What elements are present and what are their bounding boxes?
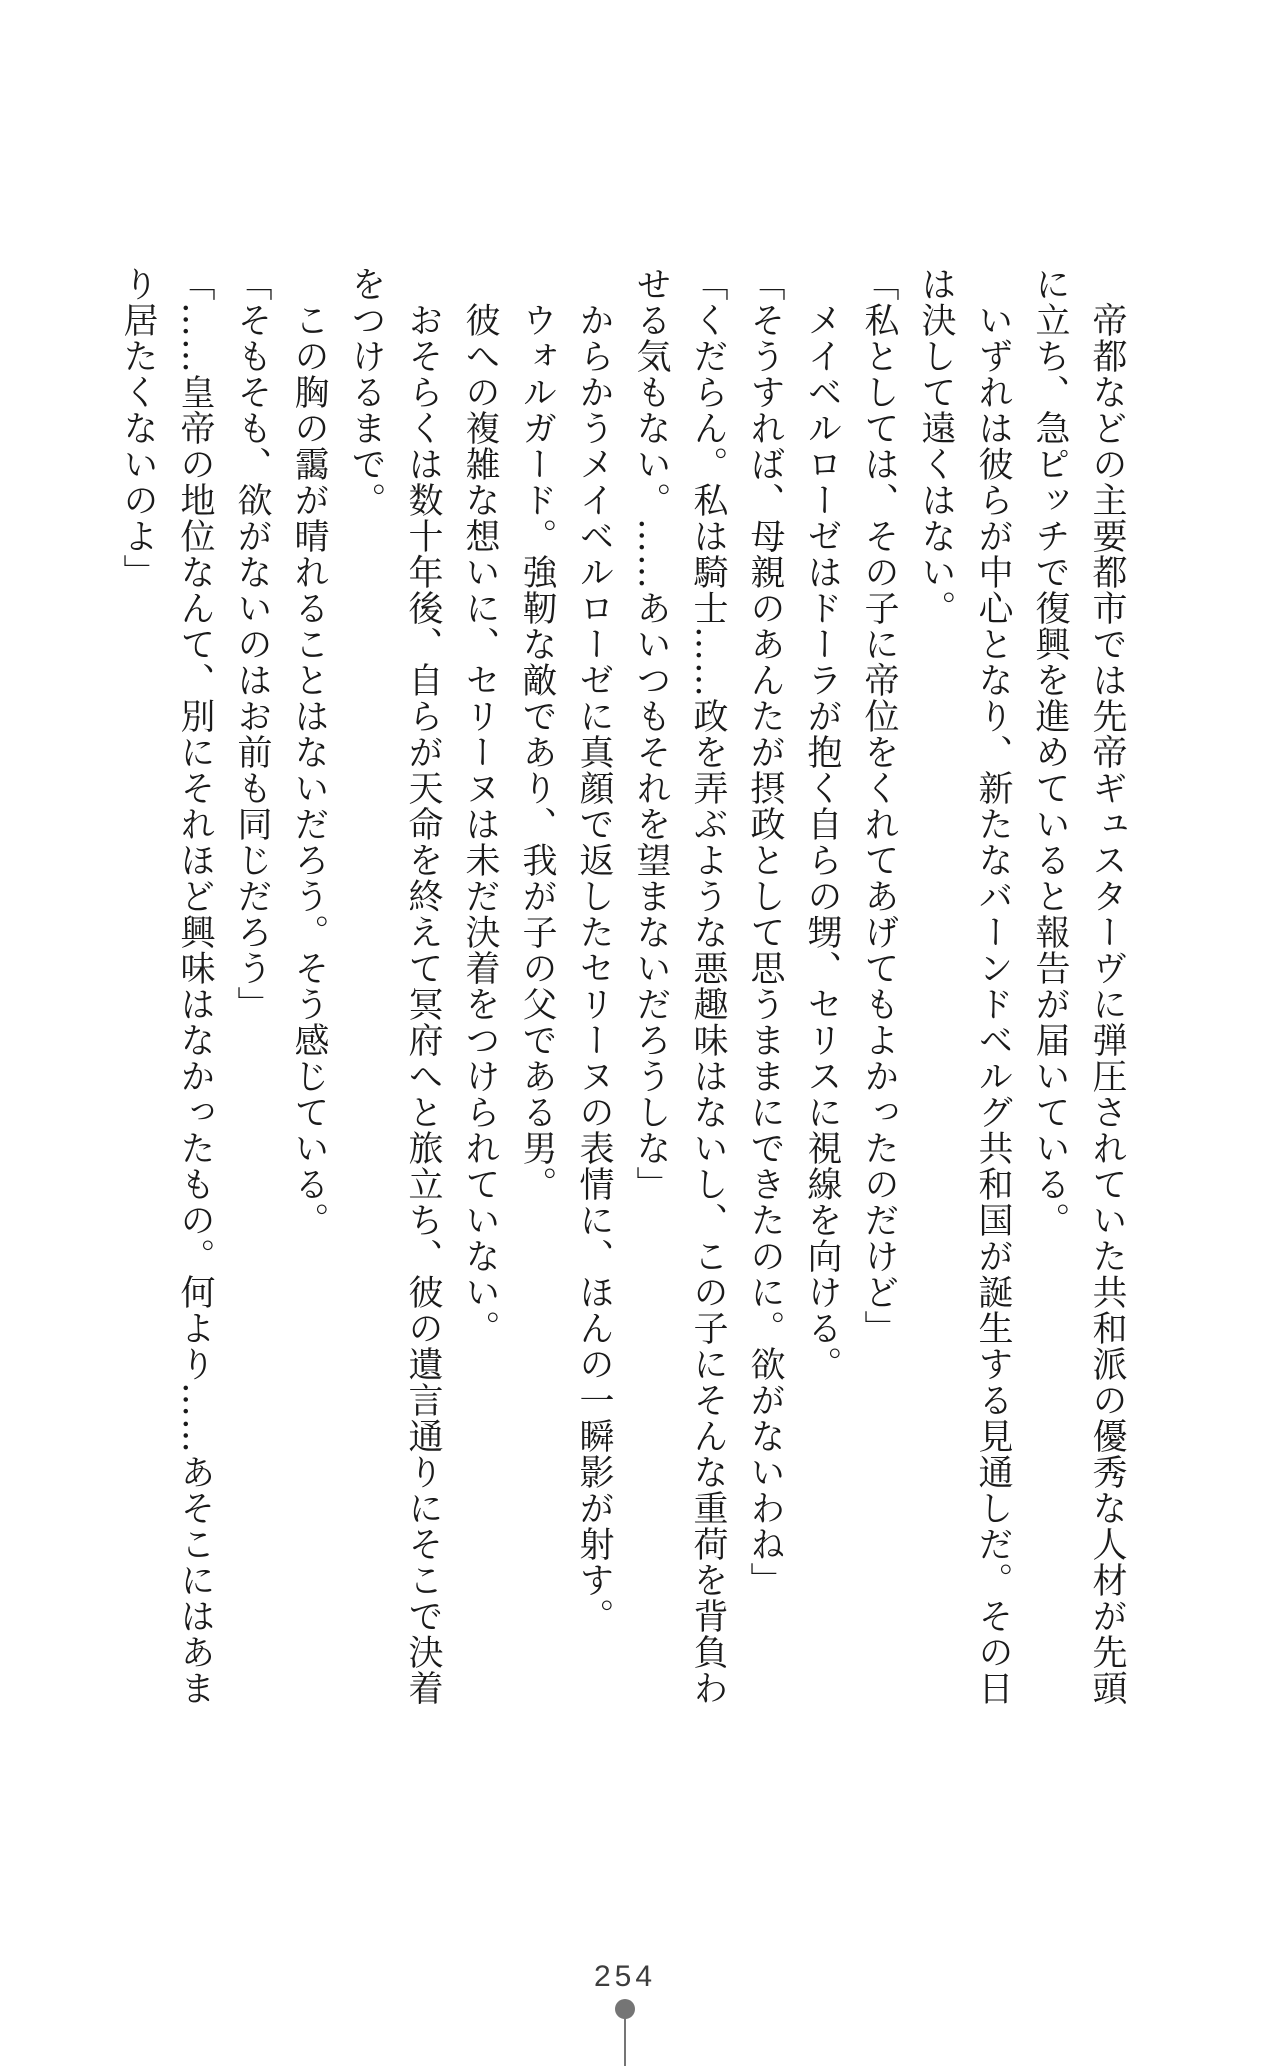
text-column: 「そうすれば、母親のあんたが摂政として思うままにできたのに。欲がないわね」 — [745, 266, 785, 1598]
text-column: せる気もない。……あいつもそれを望まないだろうしな」 — [631, 266, 671, 1202]
text-column: おそらくは数十年後、自らが天命を終えて冥府へと旅立ち、彼の遺言通りにそこで決着 — [403, 266, 443, 1706]
body-text — [109, 266, 1135, 1732]
text-column: いずれは彼らが中心となり、新たなバーンドベルグ共和国が誕生する見通しだ。その日 — [973, 266, 1013, 1706]
text-column: 「そもそも、欲がないのはお前も同じだろう」 — [232, 266, 272, 1022]
footer-line-marker-icon — [624, 2016, 626, 2066]
text-column: からかうメイベルローゼに真顔で返したセリーヌの表情に、ほんの一瞬影が射す。 — [574, 266, 614, 1634]
text-column: 彼への複雑な想いに、セリーヌは未だ決着をつけられていない。 — [460, 266, 500, 1346]
text-column: り居たくないのよ」 — [118, 266, 158, 590]
text-column: ウォルガード。強靭な敵であり、我が子の父である男。 — [517, 266, 557, 1202]
text-column: をつけるまで。 — [346, 266, 386, 518]
text-column: 「私としては、その子に帝位をくれてあげてもよかったのだけど」 — [859, 266, 899, 1346]
text-column: メイベルローゼはドーラが抱く自らの甥、セリスに視線を向ける。 — [802, 266, 842, 1382]
text-column: 帝都などの主要都市では先帝ギュスターヴに弾圧されていた共和派の優秀な人材が先頭 — [1087, 266, 1127, 1706]
page-number: 254 — [593, 1960, 657, 1993]
text-column: 「くだらん。私は騎士……政を弄ぶような悪趣味はないし、この子にそんな重荷を背負わ — [688, 266, 728, 1706]
text-column: は決して遠くはない。 — [916, 266, 956, 626]
text-column: 「……皇帝の地位なんて、別にそれほど興味はなかったもの。何より……あそこにはあま — [175, 266, 215, 1706]
text-column: に立ち、急ピッチで復興を進めていると報告が届いている。 — [1030, 266, 1070, 1238]
text-column: この胸の靄が晴れることはないだろう。そう感じている。 — [289, 266, 329, 1238]
